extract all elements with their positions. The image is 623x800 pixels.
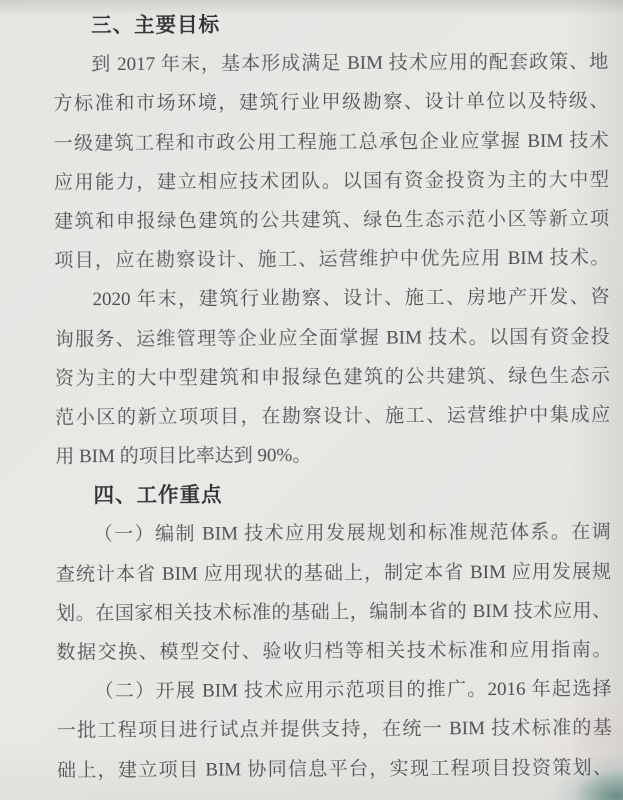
doc-line: 询服务、运维管理等企业应全面掌握 BIM 技术。以国有资金投	[54, 325, 610, 350]
doc-line: 用 BIM 的项目比率达到 90%。	[55, 445, 312, 468]
doc-line: 方标准和市场环境，建筑行业甲级勘察、设计单位以及特级、	[53, 90, 609, 115]
doc-line: （一）编制 BIM 技术应用发展规划和标准规范体系。在调	[93, 521, 611, 546]
doc-line: 应用能力，建立相应技术团队。以国有资金投资为主的大中型	[53, 169, 609, 194]
doc-line: 资为主的大中型建筑和申报绿色建筑的公共建筑、绿色生态示	[54, 365, 610, 390]
doc-line: 项目，应在勘察设计、施工、运营维护中优先应用 BIM 技术。	[54, 247, 610, 272]
section-heading-work-focus: 四、工作重点	[93, 483, 223, 508]
doc-line: 到 2017 年末，基本形成满足 BIM 技术应用的配套政策、地	[91, 51, 609, 76]
doc-line: 2020 年末，建筑行业勘察、设计、施工、房地产开发、咨	[92, 286, 610, 311]
doc-line: 础上，建立项目 BIM 协同信息平台，实现工程项目投资策划、	[56, 756, 613, 781]
doc-line: 查统计本省 BIM 应用现状的基础上，制定本省 BIM 应用发展规	[55, 561, 611, 585]
doc-line: 范小区的新立项项目，在勘察设计、施工、运营维护中集成应	[55, 404, 611, 429]
doc-line: 一批工程项目进行试点并提供支持，在统一 BIM 技术标准的基	[56, 717, 612, 742]
doc-line: （二）开展 BIM 技术应用示范项目的推广。2016 年起选择	[94, 678, 612, 703]
section-heading-main-goals: 三、主要目标	[91, 13, 221, 38]
doc-line: 建筑和申报绿色建筑的公共建筑、绿色生态示范小区等新立项	[54, 208, 610, 233]
doc-line: 数据交换、模型交付、验收归档等相关技术标准和应用指南。	[56, 639, 612, 664]
doc-line: 划。在国家相关技术标准的基础上，编制本省的 BIM 技术应用、	[56, 600, 612, 625]
doc-line: 一级建筑工程和市政公用工程施工总承包企业应掌握 BIM 技术	[53, 130, 609, 154]
